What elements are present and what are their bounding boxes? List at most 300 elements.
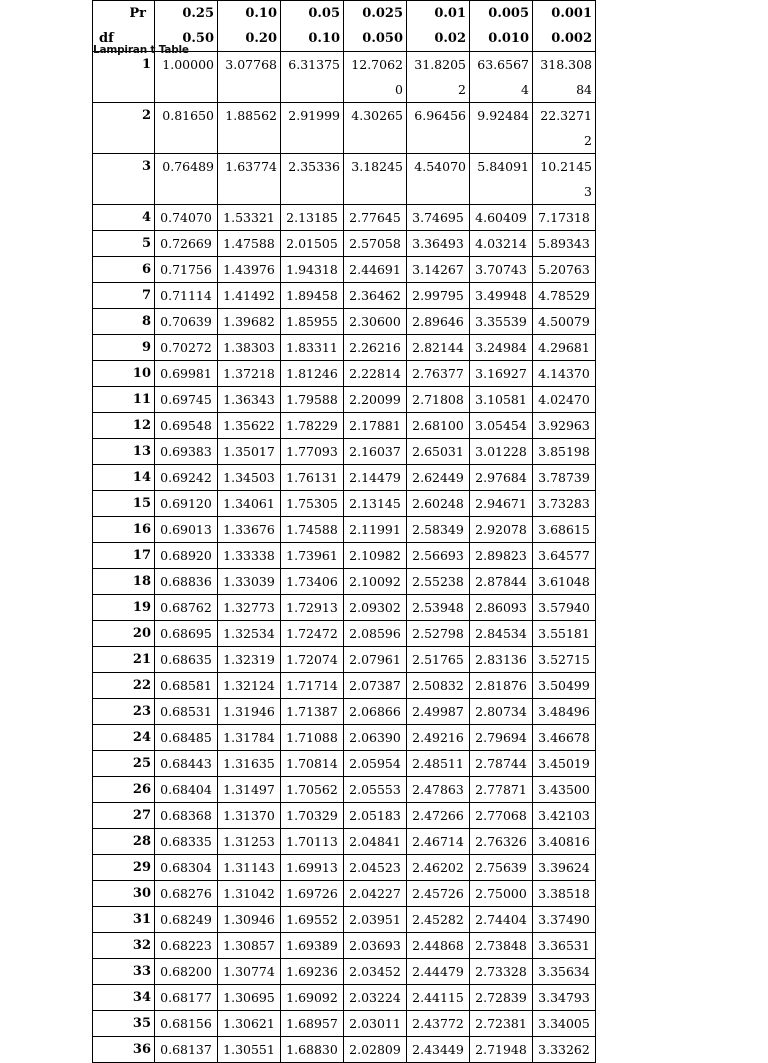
value-cell: 1.72074 <box>281 647 344 673</box>
value-cell: 0.68223 <box>155 933 218 959</box>
value-cell: 0.68249 <box>155 907 218 933</box>
df-cell: 21 <box>93 647 155 673</box>
value-cell: 2.72839 <box>470 985 533 1011</box>
value-cell: 1.70329 <box>281 803 344 829</box>
value-cell: 3.73283 <box>533 491 596 517</box>
value-cell: 0.68443 <box>155 751 218 777</box>
value-cell: 3.48496 <box>533 699 596 725</box>
value-cell: 4.29681 <box>533 335 596 361</box>
value-cell: 1.33676 <box>218 517 281 543</box>
value-cell: 3.55181 <box>533 621 596 647</box>
value-cell: 2.71808 <box>407 387 470 413</box>
df-cell: 7 <box>93 283 155 309</box>
value-cell: 0.68368 <box>155 803 218 829</box>
value-cell: 1.69913 <box>281 855 344 881</box>
table-row <box>93 517 596 543</box>
value-cell: 2.05553 <box>344 777 407 803</box>
value-cell: 3.05454 <box>470 413 533 439</box>
table-row <box>93 751 596 777</box>
df-cell: 32 <box>93 933 155 959</box>
df-cell: 1 <box>93 52 155 103</box>
value-cell: 0.68762 <box>155 595 218 621</box>
table-row <box>93 933 596 959</box>
table-row <box>93 257 596 283</box>
document-title: Lampiran t Table <box>93 44 189 56</box>
value-cell: 3.68615 <box>533 517 596 543</box>
value-cell: 3.01228 <box>470 439 533 465</box>
table-row <box>93 595 596 621</box>
value-cell: 1.69552 <box>281 907 344 933</box>
value-cell: 2.04841 <box>344 829 407 855</box>
value-cell: 1.34503 <box>218 465 281 491</box>
value-cell: 2.46202 <box>407 855 470 881</box>
value-cell: 2.02809 <box>344 1037 407 1063</box>
df-cell: 18 <box>93 569 155 595</box>
value-cell: 1.68957 <box>281 1011 344 1037</box>
value-cell: 1.70562 <box>281 777 344 803</box>
value-cell: 1.31042 <box>218 881 281 907</box>
value-cell: 4.30265 <box>344 103 407 154</box>
df-cell: 28 <box>93 829 155 855</box>
table-row <box>93 569 596 595</box>
value-cell: 1.70814 <box>281 751 344 777</box>
table-row <box>93 543 596 569</box>
value-cell: 4.02470 <box>533 387 596 413</box>
value-cell: 2.10982 <box>344 543 407 569</box>
value-cell: 3.38518 <box>533 881 596 907</box>
value-cell: 1.32773 <box>218 595 281 621</box>
header-two-3: 0.050 <box>344 26 407 52</box>
header-pr-5: 0.005 <box>470 1 533 27</box>
df-cell: 17 <box>93 543 155 569</box>
value-cell: 0.68581 <box>155 673 218 699</box>
value-cell: 1.69726 <box>281 881 344 907</box>
value-cell: 0.68137 <box>155 1037 218 1063</box>
value-cell: 0.81650 <box>155 103 218 154</box>
value-cell: 2.03951 <box>344 907 407 933</box>
value-cell: 1.77093 <box>281 439 344 465</box>
value-cell: 2.04227 <box>344 881 407 907</box>
value-cell: 2.44868 <box>407 933 470 959</box>
value-cell: 3.37490 <box>533 907 596 933</box>
value-cell: 1.31635 <box>218 751 281 777</box>
value-cell: 2.58349 <box>407 517 470 543</box>
value-cell: 2.77871 <box>470 777 533 803</box>
value-cell: 318.30884 <box>533 52 596 103</box>
value-cell: 2.92078 <box>470 517 533 543</box>
df-cell: 11 <box>93 387 155 413</box>
value-cell: 2.57058 <box>344 231 407 257</box>
value-cell: 1.31497 <box>218 777 281 803</box>
value-cell: 2.76377 <box>407 361 470 387</box>
value-cell: 2.45282 <box>407 907 470 933</box>
value-cell: 2.35336 <box>281 154 344 205</box>
df-cell: 27 <box>93 803 155 829</box>
value-cell: 2.84534 <box>470 621 533 647</box>
value-cell: 3.45019 <box>533 751 596 777</box>
value-cell: 2.81876 <box>470 673 533 699</box>
value-cell: 0.68836 <box>155 569 218 595</box>
value-cell: 3.10581 <box>470 387 533 413</box>
value-cell: 2.13185 <box>281 205 344 231</box>
table-row <box>93 673 596 699</box>
value-cell: 9.92484 <box>470 103 533 154</box>
table-row <box>93 1037 596 1063</box>
value-cell: 1.88562 <box>218 103 281 154</box>
value-cell: 1.72472 <box>281 621 344 647</box>
table-row <box>93 725 596 751</box>
value-cell: 1.32534 <box>218 621 281 647</box>
value-cell: 0.69981 <box>155 361 218 387</box>
df-cell: 16 <box>93 517 155 543</box>
value-cell: 63.65674 <box>470 52 533 103</box>
value-cell: 1.30621 <box>218 1011 281 1037</box>
value-cell: 2.05183 <box>344 803 407 829</box>
df-cell: 30 <box>93 881 155 907</box>
value-cell: 1.73961 <box>281 543 344 569</box>
value-cell: 2.65031 <box>407 439 470 465</box>
value-cell: 2.94671 <box>470 491 533 517</box>
df-cell: 4 <box>93 205 155 231</box>
value-cell: 2.79694 <box>470 725 533 751</box>
value-cell: 2.08596 <box>344 621 407 647</box>
value-cell: 2.49216 <box>407 725 470 751</box>
value-cell: 1.32319 <box>218 647 281 673</box>
value-cell: 0.71114 <box>155 283 218 309</box>
table-row <box>93 283 596 309</box>
value-cell: 2.13145 <box>344 491 407 517</box>
value-cell: 3.92963 <box>533 413 596 439</box>
df-label: df <box>93 26 155 52</box>
table-row <box>93 803 596 829</box>
value-cell: 1.72913 <box>281 595 344 621</box>
value-cell: 6.96456 <box>407 103 470 154</box>
value-cell: 0.68695 <box>155 621 218 647</box>
header-pr-1: 0.10 <box>218 1 281 27</box>
value-cell: 2.73848 <box>470 933 533 959</box>
value-cell: 12.70620 <box>344 52 407 103</box>
header-pr-3: 0.025 <box>344 1 407 27</box>
value-cell: 3.43500 <box>533 777 596 803</box>
value-cell: 3.35539 <box>470 309 533 335</box>
value-cell: 1.69389 <box>281 933 344 959</box>
value-cell: 2.09302 <box>344 595 407 621</box>
value-cell: 1.69236 <box>281 959 344 985</box>
value-cell: 2.03452 <box>344 959 407 985</box>
value-cell: 2.55238 <box>407 569 470 595</box>
df-cell: 14 <box>93 465 155 491</box>
value-cell: 2.76326 <box>470 829 533 855</box>
value-cell: 3.64577 <box>533 543 596 569</box>
value-cell: 0.70272 <box>155 335 218 361</box>
value-cell: 0.69745 <box>155 387 218 413</box>
value-cell: 1.38303 <box>218 335 281 361</box>
value-cell: 1.73406 <box>281 569 344 595</box>
value-cell: 0.68635 <box>155 647 218 673</box>
header-pr-2: 0.05 <box>281 1 344 27</box>
value-cell: 2.43772 <box>407 1011 470 1037</box>
value-cell: 3.70743 <box>470 257 533 283</box>
table-row <box>93 231 596 257</box>
value-cell: 1.34061 <box>218 491 281 517</box>
value-cell: 2.89823 <box>470 543 533 569</box>
value-cell: 2.77068 <box>470 803 533 829</box>
value-cell: 2.48511 <box>407 751 470 777</box>
value-cell: 3.42103 <box>533 803 596 829</box>
value-cell: 2.56693 <box>407 543 470 569</box>
value-cell: 3.36493 <box>407 231 470 257</box>
value-cell: 2.16037 <box>344 439 407 465</box>
value-cell: 3.14267 <box>407 257 470 283</box>
value-cell: 0.68335 <box>155 829 218 855</box>
table-row <box>93 154 596 205</box>
value-cell: 1.41492 <box>218 283 281 309</box>
value-cell: 3.18245 <box>344 154 407 205</box>
value-cell: 2.53948 <box>407 595 470 621</box>
df-cell: 15 <box>93 491 155 517</box>
value-cell: 1.70113 <box>281 829 344 855</box>
value-cell: 0.68920 <box>155 543 218 569</box>
value-cell: 4.03214 <box>470 231 533 257</box>
header-two-2: 0.10 <box>281 26 344 52</box>
table-row <box>93 907 596 933</box>
value-cell: 1.94318 <box>281 257 344 283</box>
value-cell: 0.68404 <box>155 777 218 803</box>
value-cell: 1.75305 <box>281 491 344 517</box>
value-cell: 2.44479 <box>407 959 470 985</box>
value-cell: 3.50499 <box>533 673 596 699</box>
value-cell: 0.69383 <box>155 439 218 465</box>
table-row <box>93 647 596 673</box>
value-cell: 1.47588 <box>218 231 281 257</box>
value-cell: 0.70639 <box>155 309 218 335</box>
value-cell: 2.06390 <box>344 725 407 751</box>
value-cell: 22.32712 <box>533 103 596 154</box>
value-cell: 5.20763 <box>533 257 596 283</box>
value-cell: 3.74695 <box>407 205 470 231</box>
value-cell: 1.71714 <box>281 673 344 699</box>
value-cell: 0.69548 <box>155 413 218 439</box>
value-cell: 3.52715 <box>533 647 596 673</box>
value-cell: 3.46678 <box>533 725 596 751</box>
value-cell: 2.73328 <box>470 959 533 985</box>
value-cell: 1.78229 <box>281 413 344 439</box>
value-cell: 1.30695 <box>218 985 281 1011</box>
value-cell: 0.74070 <box>155 205 218 231</box>
value-cell: 1.81246 <box>281 361 344 387</box>
value-cell: 31.82052 <box>407 52 470 103</box>
value-cell: 1.35622 <box>218 413 281 439</box>
value-cell: 1.63774 <box>218 154 281 205</box>
table-row <box>93 829 596 855</box>
value-cell: 5.84091 <box>470 154 533 205</box>
value-cell: 0.76489 <box>155 154 218 205</box>
value-cell: 1.39682 <box>218 309 281 335</box>
df-cell: 23 <box>93 699 155 725</box>
table-row <box>93 387 596 413</box>
value-cell: 2.07961 <box>344 647 407 673</box>
value-cell: 1.33338 <box>218 543 281 569</box>
value-cell: 2.50832 <box>407 673 470 699</box>
table-row <box>93 361 596 387</box>
value-cell: 2.68100 <box>407 413 470 439</box>
value-cell: 1.43976 <box>218 257 281 283</box>
value-cell: 1.33039 <box>218 569 281 595</box>
df-cell: 6 <box>93 257 155 283</box>
value-cell: 2.91999 <box>281 103 344 154</box>
value-cell: 2.07387 <box>344 673 407 699</box>
value-cell: 1.71387 <box>281 699 344 725</box>
table-row <box>93 881 596 907</box>
df-cell: 26 <box>93 777 155 803</box>
value-cell: 2.44691 <box>344 257 407 283</box>
value-cell: 2.45726 <box>407 881 470 907</box>
value-cell: 1.68830 <box>281 1037 344 1063</box>
value-cell: 3.33262 <box>533 1037 596 1063</box>
value-cell: 2.52798 <box>407 621 470 647</box>
value-cell: 3.78739 <box>533 465 596 491</box>
table-row <box>93 777 596 803</box>
df-cell: 8 <box>93 309 155 335</box>
value-cell: 2.30600 <box>344 309 407 335</box>
value-cell: 0.69242 <box>155 465 218 491</box>
value-cell: 3.36531 <box>533 933 596 959</box>
value-cell: 2.44115 <box>407 985 470 1011</box>
value-cell: 2.62449 <box>407 465 470 491</box>
value-cell: 2.60248 <box>407 491 470 517</box>
value-cell: 1.37218 <box>218 361 281 387</box>
value-cell: 0.68531 <box>155 699 218 725</box>
value-cell: 1.74588 <box>281 517 344 543</box>
value-cell: 1.31946 <box>218 699 281 725</box>
value-cell: 3.39624 <box>533 855 596 881</box>
value-cell: 0.68304 <box>155 855 218 881</box>
value-cell: 0.68177 <box>155 985 218 1011</box>
value-cell: 4.50079 <box>533 309 596 335</box>
table-row <box>93 491 596 517</box>
df-cell: 31 <box>93 907 155 933</box>
value-cell: 0.69013 <box>155 517 218 543</box>
value-cell: 2.83136 <box>470 647 533 673</box>
value-cell: 6.31375 <box>281 52 344 103</box>
df-cell: 9 <box>93 335 155 361</box>
table-row <box>93 855 596 881</box>
value-cell: 4.54070 <box>407 154 470 205</box>
table-row <box>93 335 596 361</box>
value-cell: 1.76131 <box>281 465 344 491</box>
value-cell: 2.47863 <box>407 777 470 803</box>
value-cell: 2.89646 <box>407 309 470 335</box>
value-cell: 3.34005 <box>533 1011 596 1037</box>
header-two-1: 0.20 <box>218 26 281 52</box>
value-cell: 3.40816 <box>533 829 596 855</box>
value-cell: 2.74404 <box>470 907 533 933</box>
value-cell: 2.36462 <box>344 283 407 309</box>
value-cell: 4.78529 <box>533 283 596 309</box>
header-pr-0: 0.25 <box>155 1 218 27</box>
value-cell: 0.68276 <box>155 881 218 907</box>
value-cell: 1.69092 <box>281 985 344 1011</box>
header-two-4: 0.02 <box>407 26 470 52</box>
value-cell: 2.47266 <box>407 803 470 829</box>
df-cell: 35 <box>93 1011 155 1037</box>
df-cell: 12 <box>93 413 155 439</box>
df-cell: 33 <box>93 959 155 985</box>
table-row <box>93 699 596 725</box>
pr-label: Pr <box>93 1 155 27</box>
df-cell: 2 <box>93 103 155 154</box>
value-cell: 2.06866 <box>344 699 407 725</box>
value-cell: 1.36343 <box>218 387 281 413</box>
value-cell: 0.69120 <box>155 491 218 517</box>
value-cell: 3.85198 <box>533 439 596 465</box>
value-cell: 1.89458 <box>281 283 344 309</box>
df-cell: 36 <box>93 1037 155 1063</box>
value-cell: 0.72669 <box>155 231 218 257</box>
df-cell: 3 <box>93 154 155 205</box>
value-cell: 2.87844 <box>470 569 533 595</box>
value-cell: 2.77645 <box>344 205 407 231</box>
value-cell: 1.30857 <box>218 933 281 959</box>
value-cell: 1.83311 <box>281 335 344 361</box>
value-cell: 1.71088 <box>281 725 344 751</box>
value-cell: 2.80734 <box>470 699 533 725</box>
value-cell: 3.61048 <box>533 569 596 595</box>
value-cell: 1.30551 <box>218 1037 281 1063</box>
value-cell: 2.78744 <box>470 751 533 777</box>
value-cell: 3.57940 <box>533 595 596 621</box>
header-pr-6: 0.001 <box>533 1 596 27</box>
table-body <box>93 52 596 1063</box>
value-cell: 2.10092 <box>344 569 407 595</box>
value-cell: 2.75000 <box>470 881 533 907</box>
value-cell: 3.16927 <box>470 361 533 387</box>
value-cell: 0.68200 <box>155 959 218 985</box>
value-cell: 1.32124 <box>218 673 281 699</box>
header-row-one-tailed <box>93 1 596 27</box>
value-cell: 7.17318 <box>533 205 596 231</box>
value-cell: 10.21453 <box>533 154 596 205</box>
value-cell: 2.99795 <box>407 283 470 309</box>
value-cell: 2.01505 <box>281 231 344 257</box>
value-cell: 1.31784 <box>218 725 281 751</box>
value-cell: 3.24984 <box>470 335 533 361</box>
df-cell: 29 <box>93 855 155 881</box>
table-row <box>93 465 596 491</box>
value-cell: 0.68485 <box>155 725 218 751</box>
value-cell: 1.31253 <box>218 829 281 855</box>
value-cell: 2.51765 <box>407 647 470 673</box>
value-cell: 1.31370 <box>218 803 281 829</box>
value-cell: 2.20099 <box>344 387 407 413</box>
df-cell: 22 <box>93 673 155 699</box>
value-cell: 2.75639 <box>470 855 533 881</box>
table-row <box>93 103 596 154</box>
value-cell: 1.53321 <box>218 205 281 231</box>
value-cell: 2.04523 <box>344 855 407 881</box>
value-cell: 2.17881 <box>344 413 407 439</box>
value-cell: 2.49987 <box>407 699 470 725</box>
value-cell: 1.30774 <box>218 959 281 985</box>
value-cell: 4.14370 <box>533 361 596 387</box>
value-cell: 1.30946 <box>218 907 281 933</box>
df-cell: 5 <box>93 231 155 257</box>
df-cell: 25 <box>93 751 155 777</box>
value-cell: 2.46714 <box>407 829 470 855</box>
value-cell: 2.97684 <box>470 465 533 491</box>
df-cell: 19 <box>93 595 155 621</box>
value-cell: 2.22814 <box>344 361 407 387</box>
